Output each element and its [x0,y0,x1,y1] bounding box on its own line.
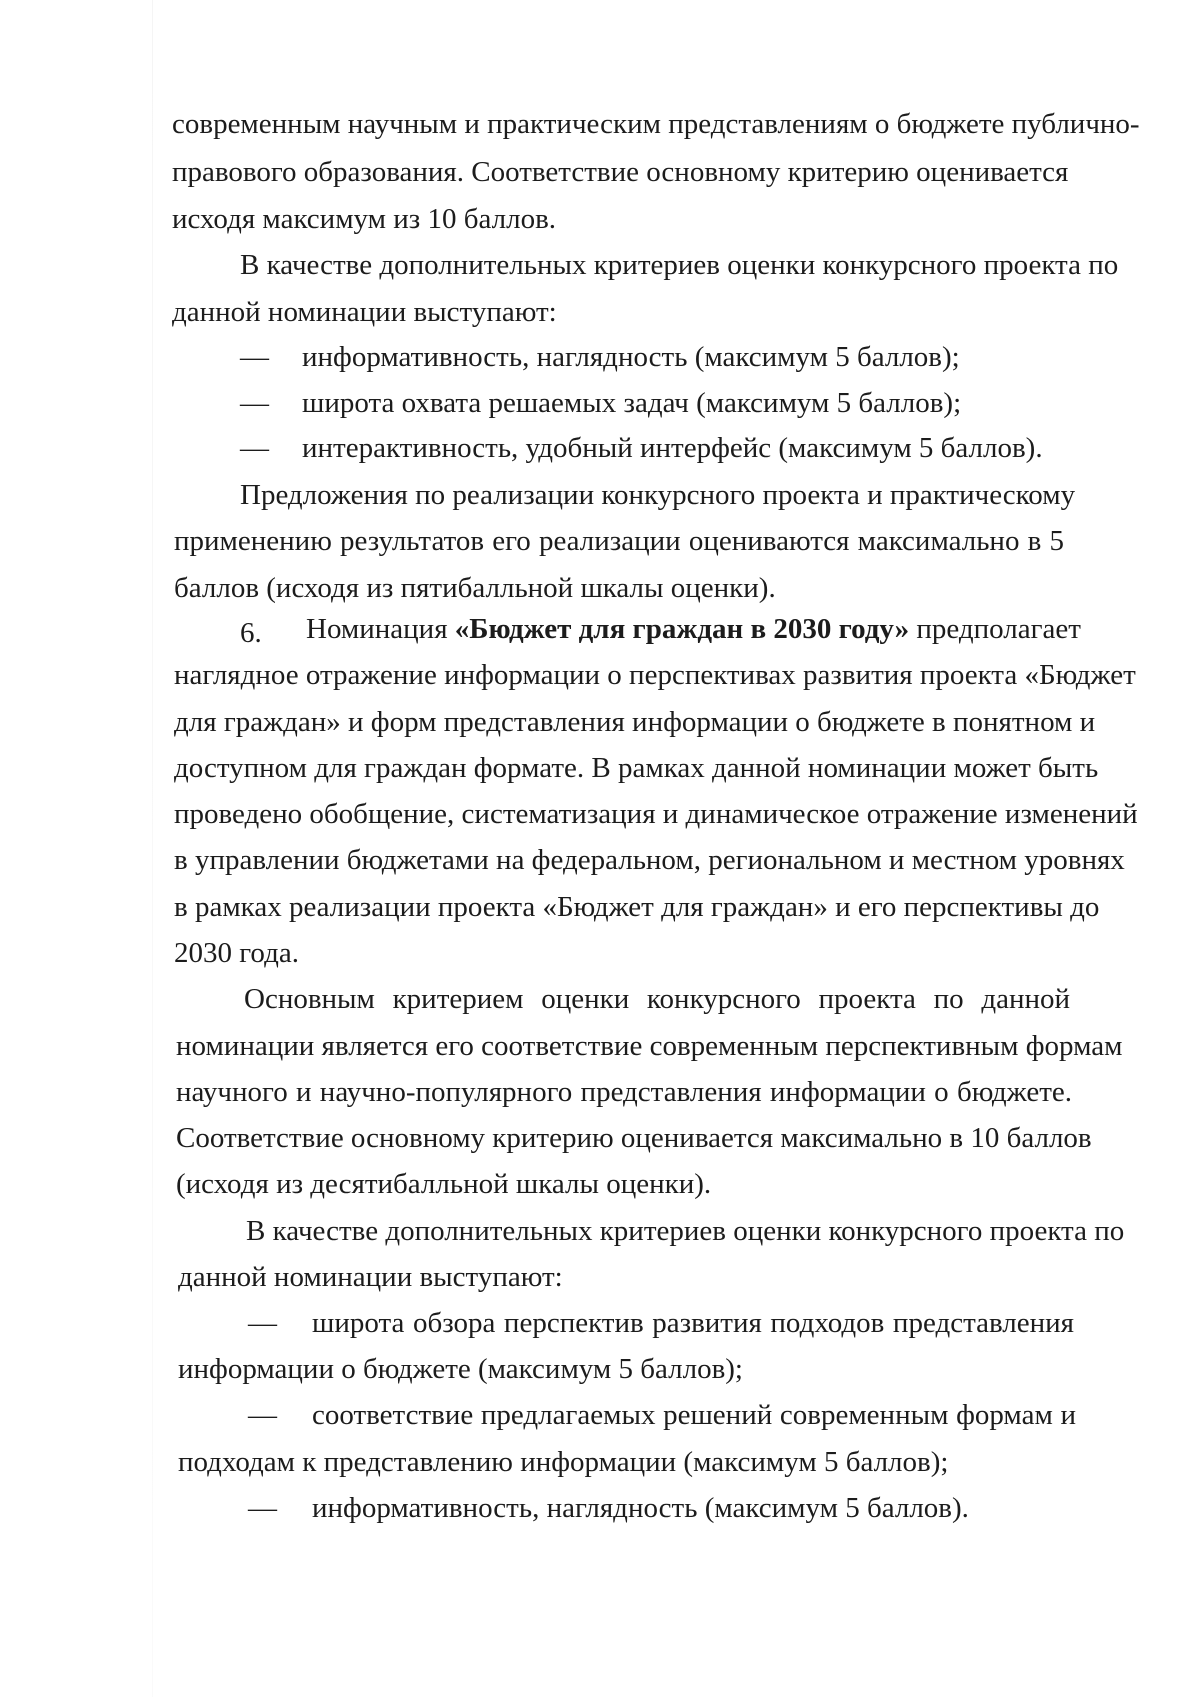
paragraph-5-line-1: Основным критерием оценки конкурсного проекта по данной [244,983,1070,1015]
paragraph-1-line-1: современным научным и практическим представлениям о бюджете публично- [172,108,1140,140]
paragraph-1-line-3: исходя максимум из 10 баллов. [172,203,557,235]
paragraph-5-line-5: (исходя из десятибалльной шкалы оценки). [176,1168,712,1200]
list-2-item-1-line-2: информации о бюджете (максимум 5 баллов); [178,1353,743,1385]
list-1-item-2-text: широта охвата решаемых задач (максимум 5 баллов); [302,387,962,419]
list-1-item-1-dash: — [240,341,269,373]
list-2-item-2-line-1: соответствие предлагаемых решений современным формам и [312,1399,1076,1431]
section-6-number: 6. [240,617,262,649]
list-1-item-3-text: интерактивность, удобный интерфейс (максимум 5 баллов). [302,432,1043,464]
paragraph-6-line-2: данной номинации выступают: [178,1261,563,1293]
list-2-item-2-line-2: подходам к представлению информации (максимум 5 баллов); [178,1446,949,1478]
paragraph-1-line-2: правового образования. Соответствие основному критерию оценивается [172,156,1069,188]
paragraph-3-line-2: применению результатов его реализации оцениваются максимально в 5 [174,525,1064,557]
list-2-item-3-dash: — [248,1492,277,1524]
paragraph-5-line-3: научного и научно-популярного представления информации о бюджете. [176,1076,1072,1108]
section-6-nomination-title: «Бюджет для граждан в 2030 году» [454,613,910,645]
paragraph-5-line-2: номинации является его соответствие современным перспективным формам [176,1030,1123,1062]
paragraph-2-line-2: данной номинации выступают: [172,296,557,328]
section-6-line-5: проведено обобщение, систематизация и динамическое отражение изменений [174,798,1138,830]
section-6-line-2: наглядное отражение информации о перспективах развития проекта «Бюджет [174,659,1136,691]
section-6-line-7: в рамках реализации проекта «Бюджет для граждан» и его перспективы до [174,891,1100,923]
section-6-line-4: доступном для граждан формате. В рамках данной номинации может быть [174,752,1099,784]
list-1-item-3-dash: — [240,432,269,464]
list-2-item-1-dash: — [248,1307,277,1339]
paragraph-5-line-4: Соответствие основному критерию оценивается максимально в 10 баллов [176,1122,1092,1154]
section-6-after-title: предполагает [909,613,1081,645]
paragraph-3-line-3: баллов (исходя из пятибалльной шкалы оценки). [174,572,776,604]
list-2-item-3-line-1: информативность, наглядность (максимум 5 баллов). [312,1492,969,1524]
section-6-line-6: в управлении бюджетами на федеральном, региональном и местном уровнях [174,844,1125,876]
list-1-item-1-text: информативность, наглядность (максимум 5 баллов); [302,341,960,373]
list-2-item-2-dash: — [248,1399,277,1431]
section-6-line-1 [306,612,1081,646]
paragraph-6-line-1: В качестве дополнительных критериев оценки конкурсного проекта по [246,1215,1125,1247]
list-1-item-2-dash: — [240,387,269,419]
paragraph-2-line-1: В качестве дополнительных критериев оценки конкурсного проекта по [240,249,1119,281]
section-6-lead: Номинация [306,613,455,645]
paragraph-3-line-1: Предложения по реализации конкурсного проекта и практическому [240,479,1076,511]
list-2-item-1-line-1: широта обзора перспектив развития подходов представления [312,1307,1074,1339]
section-6-line-8: 2030 года. [174,937,299,969]
section-6-line-3: для граждан» и форм представления информации о бюджете в понятном и [174,706,1096,738]
